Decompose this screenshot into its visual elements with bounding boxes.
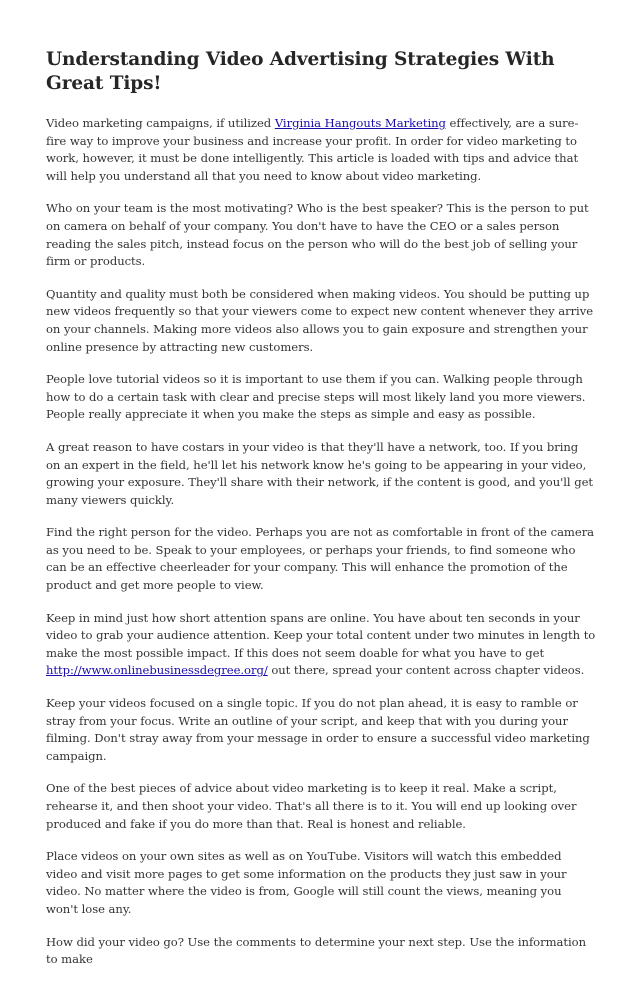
paragraph-text: Keep in mind just how short attention spans are online. You have about ten seconds in your video to grab your audience attention. Keep your total content under two minutes in length to make the most possible impact. If this does not seem doable for what you have to get (46, 610, 596, 660)
paragraph-intro (46, 115, 596, 185)
paragraph-keep-it-real: One of the best pieces of advice about video marketing is to keep it real. Make a script, rehearse it, and then shoot your video. That's all there is to it. You will end up looking over produced and fake if you do more than that. Real is honest and reliable. (46, 781, 577, 831)
paragraph-text: Video marketing campaigns, if utilized (46, 116, 275, 130)
paragraph-comments: How did your video go? Use the comments to determine your next step. Use the information to make (46, 934, 587, 967)
paragraph-text: effectively, are a sure-fire way to improve your business and increase your profit. In order for video marketing to work, however, it must be done intelligently. This article is loaded with tips and advice that will help you understand all that you need to know about video marketing. (46, 116, 579, 183)
paragraph-motivating-speaker: Who on your team is the most motivating? Who is the best speaker? This is the person to put on camera on behalf of your company. You don't have to have the CEO or a sales person reading the sales pitch, instead focus on the person who will do the best job of selling your firm or products. (46, 201, 589, 269)
paragraph-tutorial-videos: People love tutorial videos so it is important to use them if you can. Walking people through how to do a certain task with clear and precise steps will most likely land you more viewers. People really appreciate it when you make the steps as simple and easy as possible. (46, 372, 586, 422)
paragraph-right-person: Find the right person for the video. Perhaps you are not as comfortable in front of the camera as you need to be. Speak to your employees, or perhaps your friends, to find someone who can be an effective cheerleader for your company. This will enhance the promotion of the product and get more people to view. (46, 525, 595, 593)
page-title: Understanding Video Advertising Strategies With Great Tips! (46, 49, 555, 94)
paragraph-single-topic: Keep your videos focused on a single topic. If you do not plan ahead, it is easy to ramble or stray from your focus. Write an outline of your script, and keep that with you during your filming. Don't stray away from your message in order to ensure a successful video marketing campaign. (46, 696, 590, 763)
virginia-hangouts-marketing-link[interactable]: Virginia Hangouts Marketing (274, 116, 446, 130)
paragraph-text: out there, spread your content across chapter videos. (267, 663, 585, 678)
paragraph-costars: A great reason to have costars in your video is that they'll have a network, too. If you bring on an expert in the field, he'll let his network know he's going to be appearing in your video, growing your exposure. They'll share with their network, if the content is good, and you'll get many viewers quickly. (46, 439, 593, 507)
online-business-degree-link[interactable]: http://www.onlinebusinessdegree.org/ (46, 663, 268, 678)
document-page (46, 48, 596, 984)
paragraph-quantity-quality: Quantity and quality must both be considered when making videos. You should be putting up new videos frequently so that your viewers come to expect new content whenever they arrive on your channels. Making more videos also allows you to gain exposure and strengthen your online presence by attracting new customers. (46, 286, 594, 354)
paragraph-youtube-placement: Place videos on your own sites as well as on YouTube. Visitors will watch this embedded video and visit more pages to get some information on the products they just saw in your video. No matter where the video is from, Google will still count the views, meaning you won't lose any. (46, 849, 567, 916)
paragraph-attention-spans (46, 610, 596, 680)
